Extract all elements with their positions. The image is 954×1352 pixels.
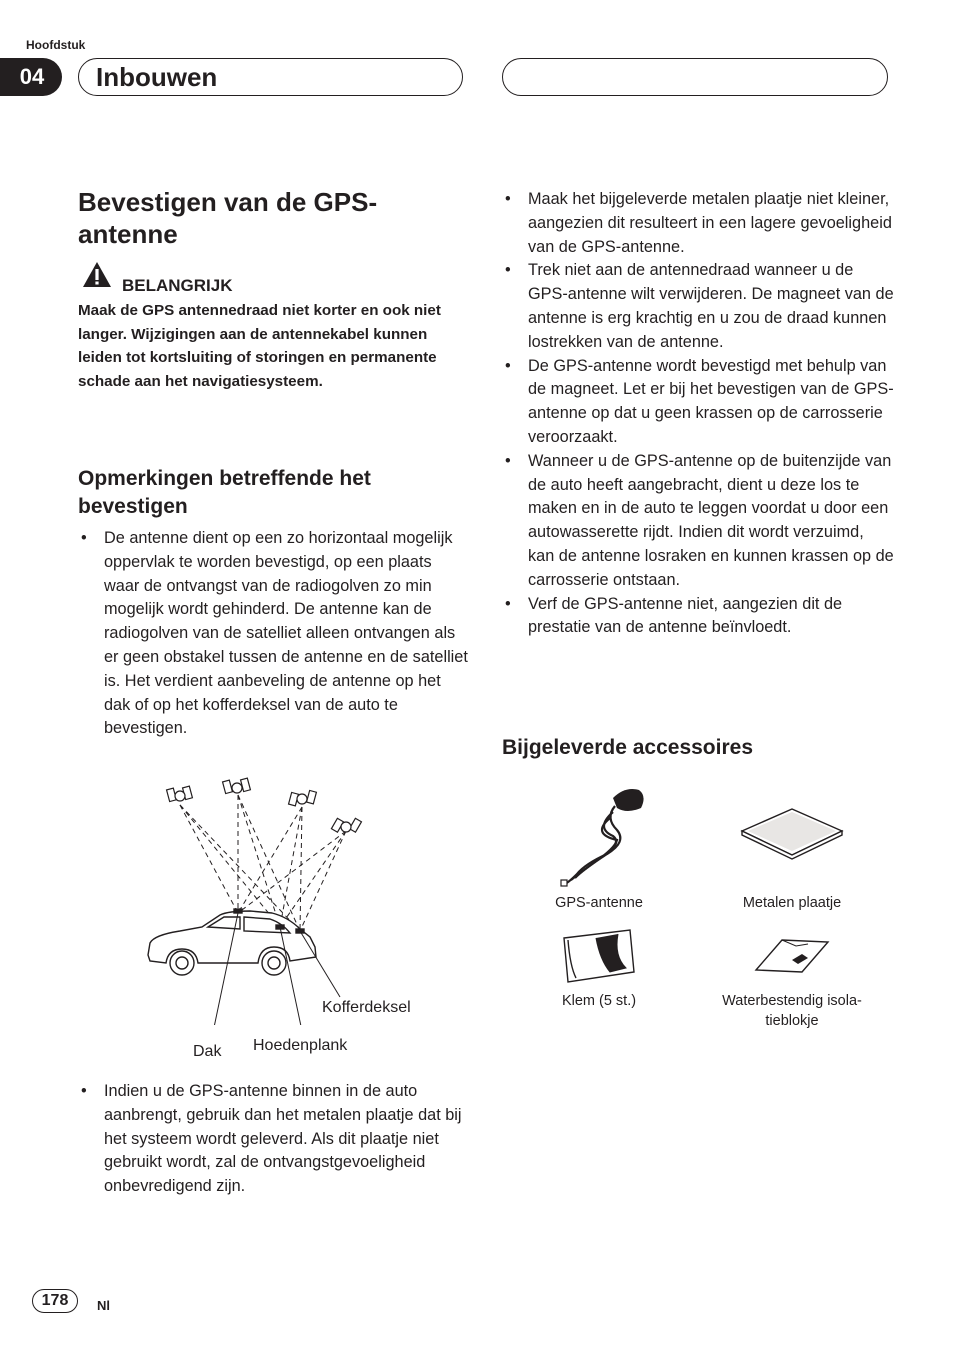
accessory-label-klem: Klem (5 st.)	[561, 993, 637, 1009]
chapter-number-badge: 04	[0, 58, 62, 96]
section-title-line1: Bevestigen van de GPS-	[78, 187, 378, 217]
chapter-label: Hoofdstuk	[26, 38, 86, 52]
list-item: • Maak het bijgeleverde metalen plaatje niet kleiner, aangezien dit resulteert in een lagere gevoeligheid van de GPS-antenne.	[502, 188, 894, 259]
warning-title: BELANGRIJK	[122, 276, 233, 295]
warning-triangle-icon	[82, 261, 112, 288]
accessory-label-gps-antenne: GPS-antenne	[555, 895, 643, 911]
section-title-line2: antenne	[78, 219, 178, 249]
satellite-icon	[331, 818, 361, 832]
mounting-notes-list-left-after-figure	[78, 1080, 470, 1199]
accessory-label-waterbestendig-isolatieblokje	[706, 991, 878, 1031]
list-item: • Indien u de GPS-antenne binnen in de auto aanbrengt, gebruik dan het metalen plaatje dat bij het systeem wordt geleverd. Als dit plaatje niet gebruikt wordt, zal de ontvangstgevoeligheid onbevredigend zijn.	[78, 1080, 470, 1199]
satellite-icon	[223, 778, 251, 793]
accessory-label-line1: Waterbestendig isola-	[722, 993, 862, 1009]
metal-plate-icon	[736, 805, 848, 861]
subsection-title-mounting-notes: Opmerkingen betreffende het bevestigen	[78, 467, 371, 518]
signal-lines	[180, 795, 346, 931]
gps-reception-figure	[140, 775, 470, 1025]
mounting-notes-list-right	[502, 188, 894, 640]
figure-label-hoedenplank: Hoedenplank	[253, 1037, 348, 1054]
satellite-icon	[289, 790, 317, 805]
clamp-icon	[560, 926, 638, 986]
list-item: • Wanneer u de GPS-antenne op de buitenzijde van de auto heeft aangebracht, dient u deze los te maken en in de auto te leggen voordat u door een autowasserette rijdt. Indien dit wordt verzuimd, kan de antenne losraken en kunnen krassen op de carrosserie ontstaan.	[502, 450, 894, 593]
warning-text: Maak de GPS antennedraad niet korter en ook niet langer. Wijzigingen aan de antennekabel kunnen leiden tot kortsluiting of storingen en permanente schade aan het navigatiesysteem.	[78, 302, 441, 390]
list-item: • De antenne dient op een zo horizontaal mogelijk oppervlak te worden bevestigd, op een plaats waar de ontvangst van de radiogolven zo min mogelijk wordt gehinderd. De antenne kan de radiogolven van de satelliet alleen ontvangen als er geen obstakel tussen de antenne en de satelliet is. Het verdient aanbeveling de antenne op het dak of op het kofferdeksel van de auto te bevestigen.	[78, 527, 470, 741]
figure-label-kofferdeksel: Kofferdeksel	[322, 999, 411, 1016]
accessory-label-metalen-plaatje: Metalen plaatje	[742, 895, 842, 911]
section-title	[78, 186, 458, 250]
list-item: • Trek niet aan de antennedraad wanneer u de GPS-antenne wilt verwijderen. De magneet van de antenne is erg krachtig en u zou de draad kunnen lostrekken van de antenne.	[502, 259, 894, 354]
chapter-header-right-frame	[502, 58, 888, 96]
figure-label-dak: Dak	[193, 1043, 222, 1060]
list-item: • Verf de GPS-antenne niet, aangezien dit de prestatie van de antenne beïnvloedt.	[502, 593, 894, 641]
accessory-label-line2: tieblokje	[765, 1013, 819, 1029]
gps-antenna-icon	[555, 778, 655, 890]
page-number: 178	[32, 1289, 78, 1313]
chapter-title: Inbouwen	[96, 62, 218, 92]
mounting-notes-list-left	[78, 527, 470, 741]
subsection-title-accessories: Bijgeleverde accessoires	[502, 736, 753, 759]
insulation-block-icon	[752, 932, 832, 976]
satellite-icon	[167, 786, 193, 801]
language-code: Nl	[97, 1298, 110, 1313]
list-item: • De GPS-antenne wordt bevestigd met behulp van de magneet. Let er bij het bevestigen van de GPS-antenne op dat u geen krassen op de carrosserie veroorzaakt.	[502, 355, 894, 450]
